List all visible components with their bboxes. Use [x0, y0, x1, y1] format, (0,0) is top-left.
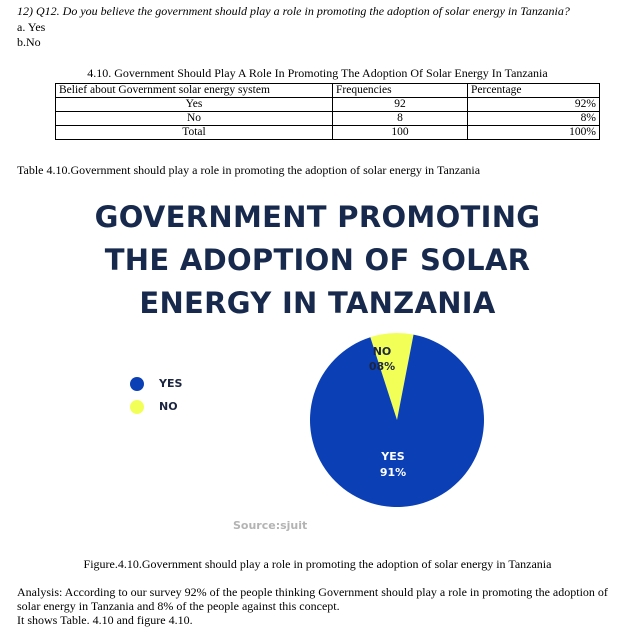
legend-label-no: NO	[159, 400, 178, 413]
infographic-title-line: THE ADOPTION OF SOLAR	[104, 243, 531, 277]
row-percentage: 92%	[468, 98, 600, 112]
header-percentage: Percentage	[468, 84, 600, 98]
table-caption: Table 4.10.Government should play a role in promoting the adoption of solar energy in Tanzania	[17, 163, 481, 177]
pie-value-yes: 91%	[379, 466, 407, 479]
option-no: b.No	[17, 35, 41, 49]
pie-label-yes: YES	[381, 450, 405, 463]
analysis-paragraph: It shows Table. 4.10 and figure 4.10.	[17, 613, 193, 627]
row-label: No	[56, 112, 333, 126]
analysis-text	[17, 585, 622, 627]
question-text: 12) Q12. Do you believe the government should play a role in promoting the adoption of solar energy in Tanzania?	[17, 4, 570, 18]
figure-caption: Figure.4.10.Government should play a role in promoting the adoption of solar energy in Tanzania	[83, 557, 552, 571]
row-label: Total	[56, 126, 333, 140]
option-yes: a. Yes	[17, 20, 46, 34]
source-label: Source:sjuit	[233, 519, 308, 532]
row-percentage: 100%	[468, 126, 600, 140]
row-frequency: 100	[333, 126, 468, 140]
infographic-title-line: GOVERNMENT PROMOTING	[94, 200, 541, 234]
header-belief: Belief about Government solar energy system	[56, 84, 333, 98]
row-frequency: 8	[333, 112, 468, 126]
header-frequencies: Frequencies	[333, 84, 468, 98]
analysis-paragraph: Analysis: According to our survey 92% of the people thinking Government should play a role in promoting the adoption of solar energy in Tanzania and 8% of the people against this concept.	[17, 585, 608, 613]
row-frequency: 92	[333, 98, 468, 112]
infographic-title-line: ENERGY IN TANZANIA	[139, 286, 496, 320]
row-label: Yes	[56, 98, 333, 112]
legend-label-yes: YES	[159, 377, 183, 390]
row-percentage: 8%	[468, 112, 600, 126]
table-title: 4.10. Government Should Play A Role In Promoting The Adoption Of Solar Energy In Tanzania	[87, 66, 548, 80]
pie-value-no: 08%	[368, 360, 396, 373]
pie-label-no: NO	[372, 345, 392, 358]
